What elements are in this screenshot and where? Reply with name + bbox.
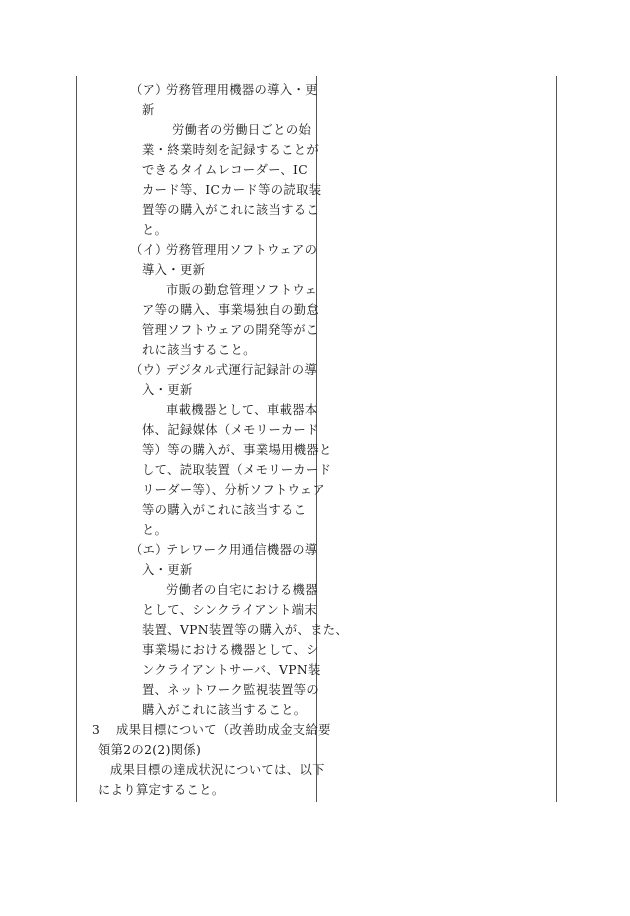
section-heading-1: 成果目標について（改善助成金支給要 (116, 723, 331, 737)
item-body-i-3: 管理ソフトウェアの開発等がこ (142, 323, 319, 337)
item-body-a-3: できるタイムレコーダー、IC (142, 163, 308, 177)
item-heading-e-1: テレワーク用通信機器の導 (166, 543, 318, 557)
section-heading-2: 領第2の2(2)関係) (98, 743, 202, 757)
item-body-i-1: 市販の勤怠管理ソフトウェ (166, 283, 318, 297)
item-body-a-6: と。 (142, 223, 168, 237)
section-body-1: 成果目標の達成状況については、以下 (110, 763, 325, 777)
item-body-u-1: 車載機器として、車載器本 (166, 403, 318, 417)
table-right-border (556, 76, 557, 802)
item-body-u-2: 体、記録媒体（メモリーカード (142, 423, 319, 437)
item-heading-u-2: 入・更新 (142, 383, 193, 397)
item-heading-a-2: 新 (142, 103, 155, 117)
item-body-u-4: して、読取装置（メモリーカード (142, 463, 332, 477)
item-marker-e: （エ） (130, 543, 168, 557)
item-body-a-1: 労働者の労働日ごとの始 (172, 123, 312, 137)
item-body-e-2: として、シンクライアント端末 (142, 603, 318, 617)
item-body-u-7: と。 (142, 523, 168, 537)
item-marker-i: （イ） (130, 243, 168, 257)
item-heading-i-2: 導入・更新 (142, 263, 206, 277)
item-body-u-3: 等）等の購入が、事業場用機器と (142, 443, 332, 457)
item-heading-e-2: 入・更新 (142, 563, 193, 577)
item-body-a-2: 業・終業時刻を記録することが (142, 143, 320, 157)
item-body-e-5: ンクライアントサーバ、VPN装 (142, 663, 321, 677)
section-number: 3 (92, 723, 101, 737)
item-body-i-2: ア等の購入、事業場独自の勤怠 (142, 303, 320, 317)
section-body-2: により算定すること。 (98, 783, 225, 797)
item-body-e-1: 労働者の自宅における機器 (166, 583, 318, 597)
item-marker-a: （ア） (130, 83, 168, 97)
item-body-u-5: リーダー等）、分析ソフトウェア (142, 483, 326, 497)
item-heading-i-1: 労務管理用ソフトウェアの (166, 243, 318, 257)
table-left-border (76, 76, 77, 802)
item-marker-u: （ウ） (130, 363, 168, 377)
item-body-u-6: 等の購入がこれに該当するこ (142, 503, 307, 517)
item-body-e-6: 置、ネットワーク監視装置等の (142, 683, 320, 697)
item-body-a-4: カード等、ICカード等の読取装 (142, 183, 322, 197)
item-body-e-3: 装置、VPN装置等の購入が、また、 (142, 623, 349, 637)
item-heading-u-1: デジタル式運行記録計の導 (166, 363, 318, 377)
item-body-a-5: 置等の購入がこれに該当するこ (142, 203, 320, 217)
item-heading-a-1: 労務管理用機器の導入・更 (166, 83, 318, 97)
item-body-e-4: 事業場における機器として、シ (142, 643, 319, 657)
item-body-i-4: れに該当すること。 (142, 343, 256, 357)
item-body-e-7: 購入がこれに該当すること。 (142, 703, 307, 717)
